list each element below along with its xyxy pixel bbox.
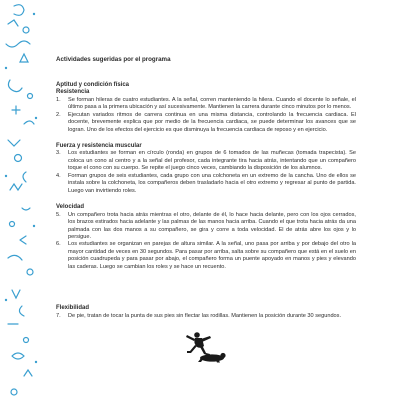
- item-text: Un compañero trota hacia atrás mientras el otro, delante de él, lo hace hacia delante, pero con los ojos cerrados, los brazos estirados hacia adelante y las palmas de las manos hacia arriba. Cuando el que trota hacia atrás da una palmada con las dos manos a su compañero, se gira y corre a toda velocidad. El de atrás abre los ojos y lo persigue.: [68, 211, 356, 240]
- item-number: 4.: [56, 172, 61, 179]
- item-text: Los estudiantes se organizan en parejas de altura similar. A la señal, uno pasa por arriba y por debajo del otro la mayor cantidad de veces en 30 segundos. Para pasar por arriba, salta sobre su compañero que está en el suelo en posición cuadrupeda y para pasar por abajo, el compañero forma un puente apoyado en manos y pies y elevando las caderas. Luego se cambian los roles y se hace un recuento.: [68, 241, 356, 270]
- list-item: [56, 241, 356, 271]
- item-text: Los estudiantes se forman en círculo (ronda) en grupos de 6 tomados de las muñecas (tomada trapecista). Se coloca un cono al centro y a la señal del profesor, cada integrante tira hacia atrás, intentando que un compañero toque el cono con su cuerpo. Se repite el juego cinco veces, cambiando la disposición de los alumnos.: [68, 150, 356, 172]
- section-title-aptitud: Aptitud y condición física: [56, 82, 130, 88]
- list-item: [56, 112, 356, 134]
- subsection-title-resistencia: Resistencia: [56, 89, 90, 96]
- section-title-flexibilidad: Flexibilidad: [56, 305, 90, 312]
- item-number: 1.: [56, 96, 61, 103]
- subsection-title-velocidad: Velocidad: [56, 204, 85, 211]
- item-number: 6.: [56, 241, 61, 248]
- list-item: [56, 150, 356, 172]
- item-number: 3.: [56, 150, 61, 157]
- item-number: 2.: [56, 111, 61, 118]
- list-item: [56, 173, 356, 195]
- leapfrog-illustration: [168, 331, 230, 363]
- decorative-margin-illustration: [0, 0, 50, 400]
- item-text: Forman grupos de seis estudiantes, cada grupo con una colchoneta en un extremo de la cancha. Uno de ellos se instala sobre la colchoneta, los compañeros deben trasladarlo hacia el otro extremo y regresar al punto de partida. Luego van invirtiendo roles.: [68, 172, 356, 194]
- item-text: De pie, tratan de tocar la punta de sus pies sin flectar las rodillas. Mantienen la posición durante 30 segundos.: [68, 312, 342, 319]
- list-item: [56, 212, 356, 242]
- item-text: Ejecutan variados ritmos de carrera continua en una misma distancia, controlando la frecuencia cardiaca. El docente, brevemente explica que por medio de la frecuencia cardiaca, se puede determinar los avances que se logran. Uno de los efectos del ejercicio es que disminuya la frecuencia cardiaca de reposo y en ejercicio.: [68, 111, 356, 133]
- subsection-title-fuerza: Fuerza y resistencia muscular: [56, 143, 142, 150]
- list-item: [56, 313, 356, 320]
- item-number: 7.: [56, 312, 61, 319]
- item-text: Se forman hileras de cuatro estudiantes. A la señal, corren manteniendo la hilera. Cuando el docente lo señale, el último pasa a la primera ubicación y así sucesivamente. Mantienen la carrera durante cinco minutos por lo menos.: [68, 96, 356, 111]
- document-body: [56, 56, 356, 320]
- page-heading: Actividades sugeridas por el programa: [56, 56, 171, 63]
- item-number: 5.: [56, 211, 61, 218]
- list-item: [56, 97, 356, 112]
